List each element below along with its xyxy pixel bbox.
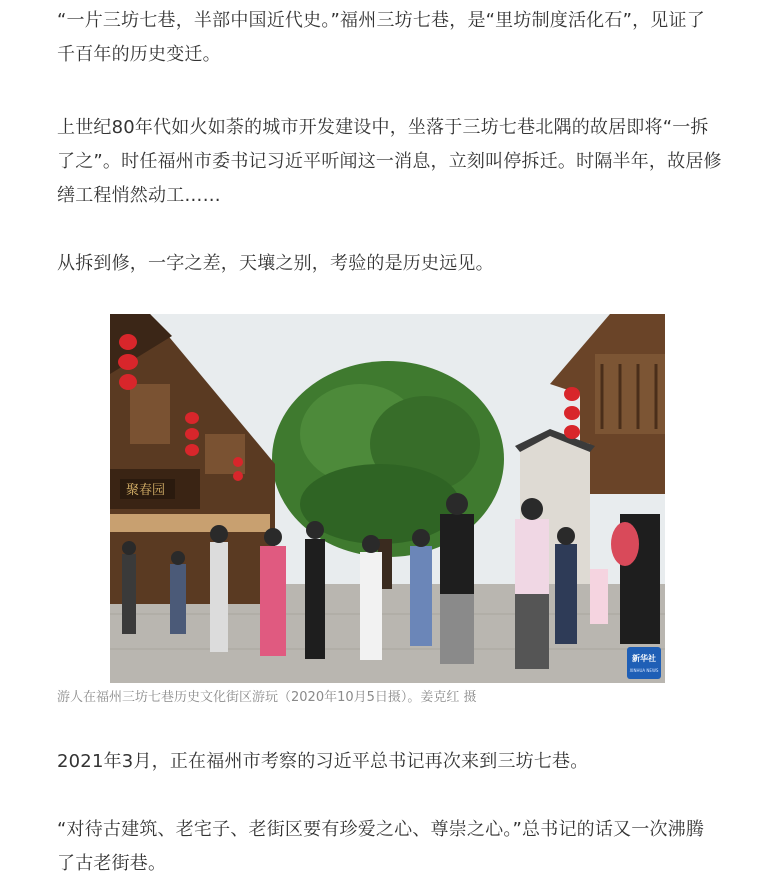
street-scene-illustration [110,314,665,683]
paragraph-1: “一片三坊七巷，半部中国近代史。”福州三坊七巷，是“里坊制度活化石”，见证了千百年的历史变迁。 [57,10,705,65]
paragraph-2: 上世纪80年代如火如荼的城市开发建设中，坐落于三坊七巷北隅的故居即将“一拆了之”。时任福州市委书记习近平听闻这一消息，立刻叫停拆迁。时隔半年，故居修缮工程悄然动工…… [57,117,722,206]
paragraph-5: “对待古建筑、老宅子、老街区要有珍爱之心、尊崇之心。”总书记的话又一次沸腾了古老街巷。 [57,819,705,874]
watermark-cn: 新华社 [632,654,656,663]
shop-sign: 聚春园 [126,483,166,498]
watermark-en: XINHUA NEWS [629,668,659,673]
paragraph-4: 2021年3月，正在福州市考察的习近平总书记再次来到三坊七巷。 [57,751,589,772]
xinhua-logo [627,647,661,679]
paragraph-3: 从拆到修，一字之差，天壤之别，考验的是历史远见。 [57,253,494,274]
article-photo [110,314,665,683]
photo-caption: 游人在福州三坊七巷历史文化街区游玩（2020年10月5日摄）。姜克红 摄 [57,690,477,705]
